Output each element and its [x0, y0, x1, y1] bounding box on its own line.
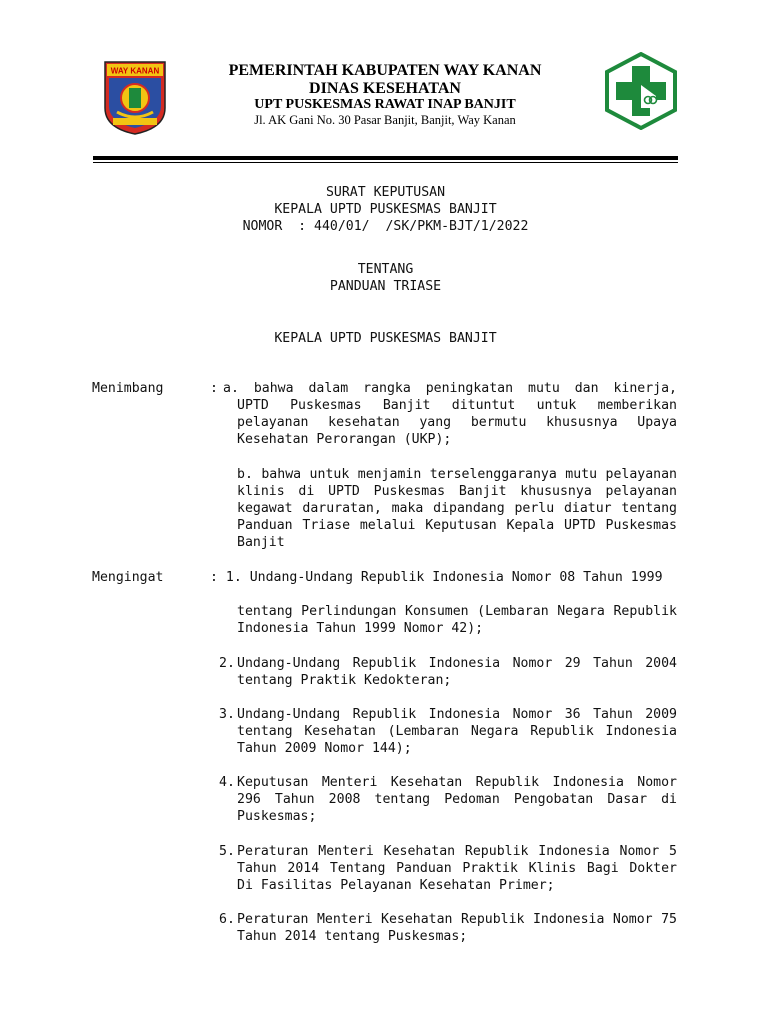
mengingat-item-text: Peraturan Menteri Kesehatan Republik Indonesia Nomor 5 Tahun 2014 Tentang Panduan Praktik Klinis Bagi Dokter Di Fasilitas Pelayanan Kesehatan Primer; — [237, 844, 677, 893]
mengingat-item-number: 2. — [219, 656, 235, 671]
mengingat-item-text: Keputusan Menteri Kesehatan Republik Indonesia Nomor 296 Tahun 2008 tentang Pedoman Pengobatan Dasar di Puskesmas; — [237, 775, 677, 824]
letterhead-department: DINAS KESEHATAN — [309, 80, 461, 97]
menimbang-colon: : — [210, 381, 218, 396]
menimbang-label: Menimbang — [92, 381, 164, 396]
menimbang-a-text: UPTD Puskesmas Banjit dituntut untuk memberikan pelayanan kesehatan yang bermutu khususnya Upaya Kesehatan Perorangan (UKP); — [237, 398, 677, 447]
decree-number: NOMOR : 440/01/ /SK/PKM-BJT/1/2022 — [242, 219, 529, 234]
mengingat-item-1-first: : 1. Undang-Undang Republik Indonesia Nomor 08 Tahun 1999 — [210, 570, 663, 585]
mengingat-label: Mengingat — [92, 570, 164, 585]
mengingat-item-text: Undang-Undang Republik Indonesia Nomor 29 Tahun 2004 tentang Praktik Kedokteran; — [237, 656, 677, 688]
letterhead-rule-thick — [93, 156, 678, 160]
menimbang-a-first-line: a. bahwa dalam rangka peningkatan mutu dan kinerja, — [223, 381, 677, 396]
way-kanan-emblem-icon — [103, 60, 167, 136]
letterhead-address: Jl. AK Gani No. 30 Pasar Banjit, Banjit, Way Kanan — [254, 113, 516, 127]
decree-official: KEPALA UPTD PUSKESMAS BANJIT — [274, 331, 497, 346]
decree-title: SURAT KEPUTUSAN — [325, 185, 446, 200]
letterhead-unit: UPT PUSKESMAS RAWAT INAP BANJIT — [254, 97, 516, 112]
decree-about-subject: PANDUAN TRIASE — [329, 279, 442, 294]
mengingat-item-number: 5. — [219, 844, 235, 859]
letterhead-government: PEMERINTAH KABUPATEN WAY KANAN — [228, 62, 542, 79]
mengingat-item-number: 3. — [219, 707, 235, 722]
mengingat-item-number: 6. — [219, 912, 235, 927]
mengingat-item-text: Peraturan Menteri Kesehatan Republik Indonesia Nomor 75 Tahun 2014 tentang Puskesmas; — [237, 912, 677, 944]
menimbang-b-text: b. bahwa untuk menjamin terselenggaranya mutu pelayanan klinis di UPTD Puskesmas Banjit khususnya pelayanan kegawat daruratan, maka dipandang perlu diatur tentang Panduan Triase melalui Keputusan Kepala UPTD Puskesmas Banjit — [237, 467, 677, 550]
decree-issuer: KEPALA UPTD PUSKESMAS BANJIT — [274, 202, 497, 217]
letterhead-rule-thin — [93, 162, 678, 163]
puskesmas-logo-icon — [604, 52, 678, 130]
mengingat-item-number: 4. — [219, 775, 235, 790]
emblem-label: WAY KANAN — [110, 66, 160, 76]
mengingat-item-text: Undang-Undang Republik Indonesia Nomor 36 Tahun 2009 tentang Kesehatan (Lembaran Negara Republik Indonesia Tahun 2009 Nomor 144); — [237, 707, 677, 756]
decree-about-label: TENTANG — [357, 262, 414, 277]
mengingat-item-1-text: tentang Perlindungan Konsumen (Lembaran Negara Republik Indonesia Tahun 1999 Nomor 42); — [237, 604, 677, 636]
